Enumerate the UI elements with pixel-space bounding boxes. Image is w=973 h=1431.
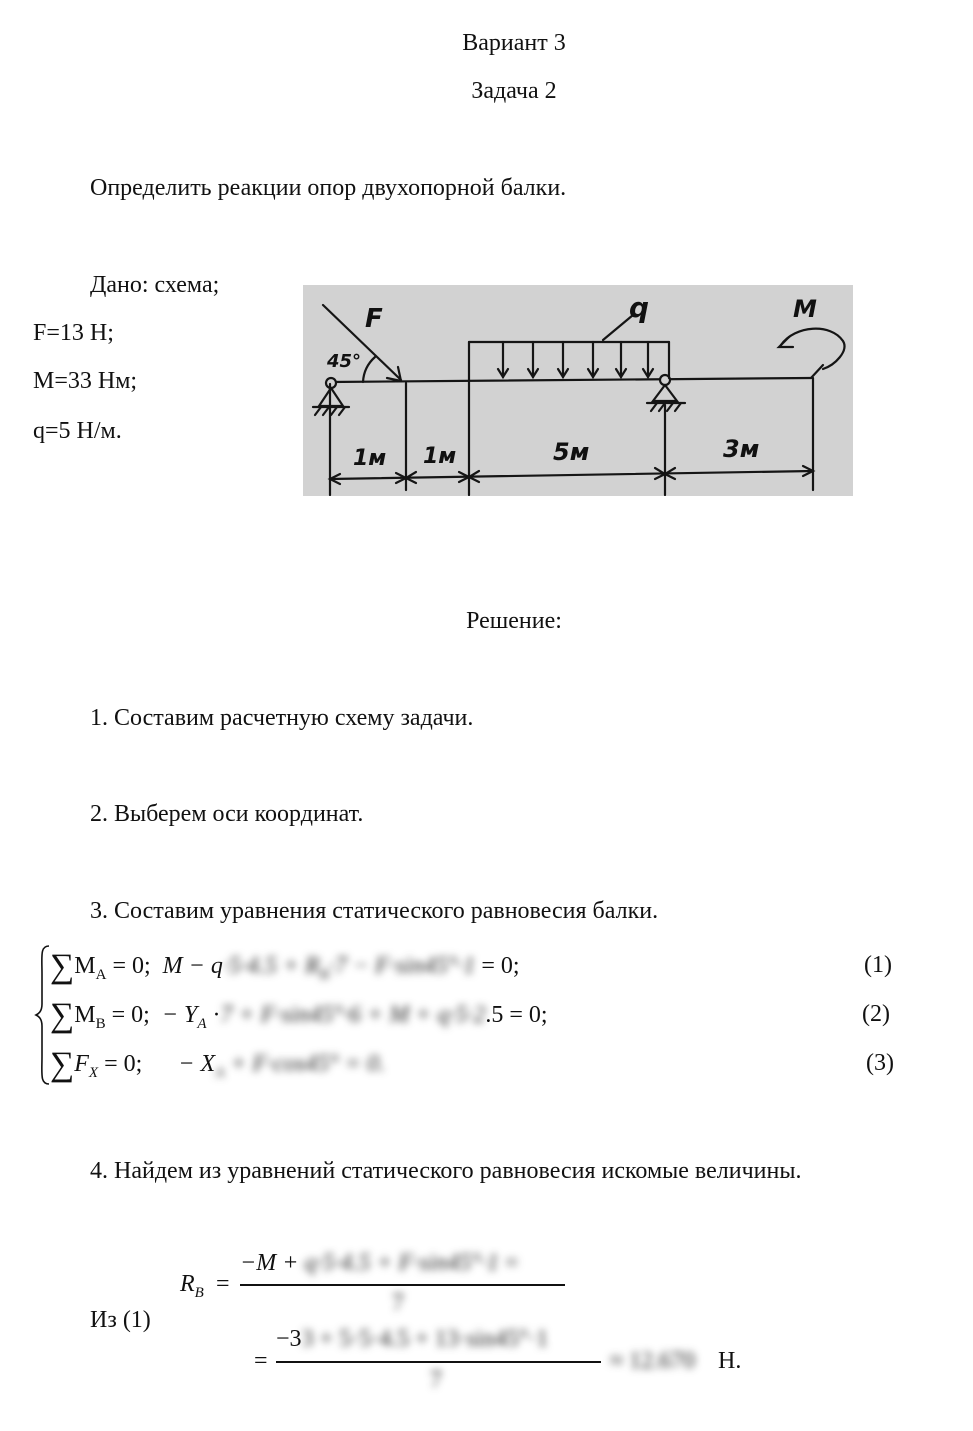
rb-symbol: $R_B$ — [180, 1271, 204, 1301]
equation-2-number: (2) — [862, 1001, 890, 1027]
rb-value-numerator: −33 + 5·5·4.5 + 13·sin45°·1 — [276, 1326, 549, 1352]
task-heading: Задача 2 — [471, 78, 557, 104]
rb-value-denominator: 7 — [430, 1367, 442, 1393]
step-4: 4. Найдем из уравнений статического равновесия искомые величины. — [90, 1158, 802, 1184]
rb-value-fraction-line — [276, 1361, 601, 1363]
step-3: 3. Составим уравнения статического равновесия балки. — [90, 898, 659, 924]
rb-denominator: 7 — [392, 1290, 404, 1316]
angle-arc — [363, 357, 375, 382]
equation-3: $\sum F_X = 0$; − $X_A + F\cdot\cos 45^\circ = 0$. — [50, 1046, 385, 1083]
given-force: F=13 Н; — [33, 320, 114, 346]
equation-3-blurred: + F·cos45° = 0. — [224, 1051, 385, 1077]
force-label: F — [365, 304, 383, 334]
rb-fraction-line — [240, 1284, 565, 1286]
problem-statement: Определить реакции опор двухопорной балки. — [90, 175, 567, 201]
dim-seg4-label: 3м — [723, 435, 760, 463]
given-moment: M=33 Нм; — [33, 368, 138, 394]
beam-diagram — [303, 285, 853, 496]
solution-heading: Решение: — [466, 608, 562, 634]
rb-equals: = — [216, 1271, 230, 1297]
equation-1-blurred: $\cdot 5\cdot 4.5 + R_B\cdot 7 - F\cdot\sin 45^\circ\cdot 1$ — [222, 953, 476, 983]
rb-value-equals: = — [254, 1348, 268, 1374]
equation-1-number: (1) — [864, 952, 892, 978]
moment-label: M — [793, 295, 817, 323]
beam-diagram-svg — [303, 285, 853, 496]
moment-arrow-head — [779, 337, 793, 347]
from-eq-1-label: Из (1) — [90, 1307, 151, 1333]
right-support-triangle — [653, 385, 677, 401]
given-label: Дано: схема; — [90, 272, 220, 298]
beam-end-tick — [811, 365, 823, 378]
variant-heading: Вариант 3 — [462, 30, 566, 56]
step-2: 2. Выберем оси координат. — [90, 801, 364, 827]
load-arrows — [498, 342, 653, 377]
sum-symbol: ∑ — [50, 948, 75, 985]
equation-2-blurred: 7 + F·sin45°·6 + M + q·5·2 — [220, 1002, 486, 1028]
step-1: 1. Составим расчетную схему задачи. — [90, 705, 474, 731]
equation-1: $\sum M_A = 0$; $M - q\cdot 5\cdot 4.5 + R_B\cdot 7 - F\cdot\sin 45^\circ\cdot 1 = 0$; — [50, 948, 520, 985]
equation-3-number: (3) — [866, 1050, 894, 1076]
dim-seg2-label: 1м — [423, 444, 457, 469]
angle-label: 45° — [327, 351, 362, 372]
rb-numerator: −M + q·5·4.5 + F·sin45°·1 = — [240, 1250, 519, 1276]
rb-value-result: ≈ 12.670 — [610, 1348, 696, 1374]
moment-arc — [781, 329, 844, 369]
dim-seg3-label: 5м — [553, 438, 590, 466]
sum-symbol: ∑ — [50, 997, 75, 1034]
rb-unit: Н. — [718, 1348, 742, 1374]
dim-seg1-label: 1м — [353, 446, 387, 471]
sum-symbol: ∑ — [50, 1046, 75, 1083]
load-label: q — [629, 291, 650, 324]
rb-numerator-blurred: q·5·4.5 + F·sin45°·1 — [298, 1250, 499, 1276]
given-load: q=5 Н/м. — [33, 418, 122, 444]
equation-2: $\sum M_B = 0$; − $Y_A \cdot 7 + F\cdot\sin 45^\circ\cdot 6 + M + q\cdot 5\cdot 2.5 = 0$; — [50, 997, 548, 1034]
rb-value-numerator-blurred: 3 + 5·5·4.5 + 13·sin45°·1 — [301, 1326, 549, 1352]
